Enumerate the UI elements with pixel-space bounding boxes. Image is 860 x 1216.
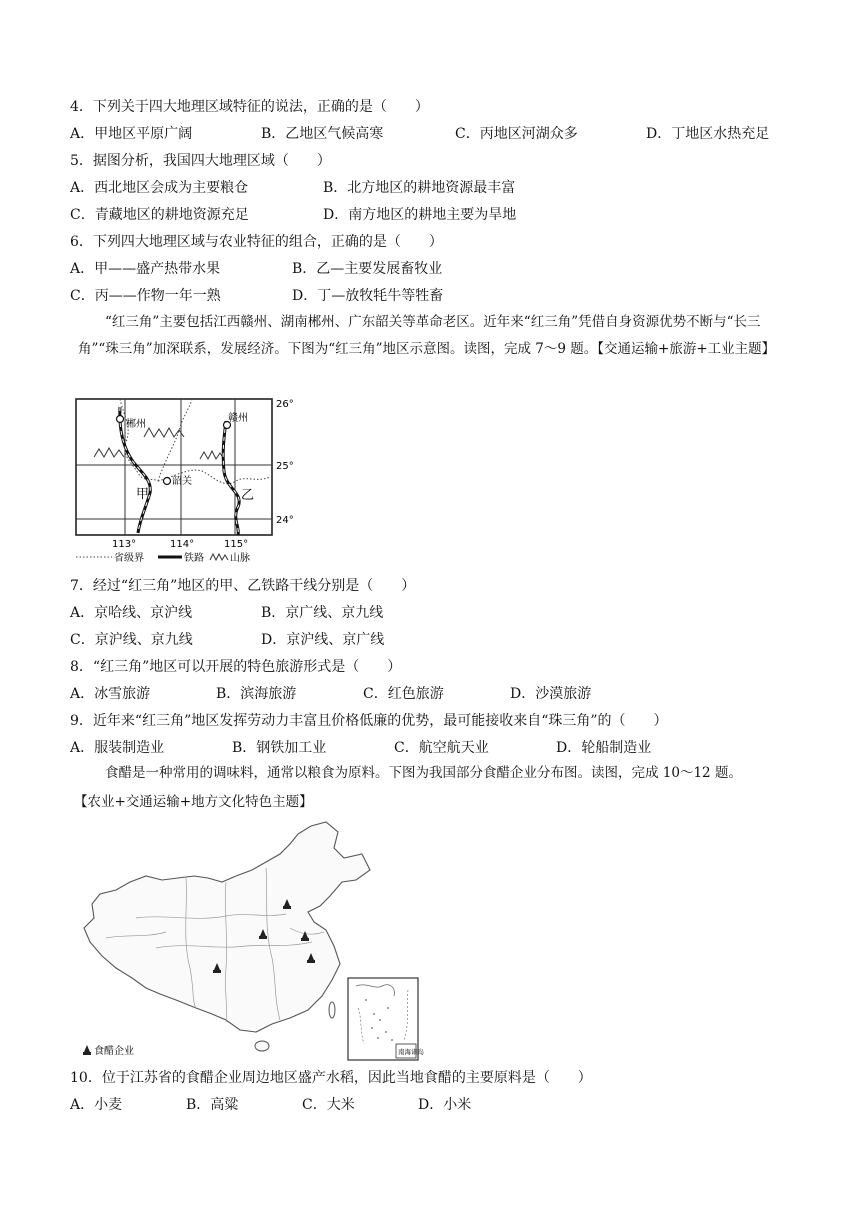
q8-option-b: B．滨海旅游 (216, 686, 297, 702)
q5-stem: 5．据图分析，我国四大地理区域（ ） (70, 153, 331, 169)
city-label-chenzhou: 郴州 (126, 419, 146, 430)
q5-option-c: C．青藏地区的耕地资源充足 (70, 207, 249, 223)
legend-boundary-label: 省级界 (114, 553, 144, 564)
q5-option-d: D．南方地区的耕地主要为旱地 (323, 207, 517, 223)
rail-label-yi: 乙 (241, 488, 255, 503)
city-label-shaoguan: 韶关 (172, 476, 192, 487)
q4-option-c: C．丙地区河湖众多 (455, 126, 578, 142)
lat-label-25: 25° (276, 461, 294, 472)
china-vinegar-map (76, 818, 424, 1062)
red-triangle-map (74, 397, 296, 563)
q5-option-b: B．北方地区的耕地资源最丰富 (323, 180, 516, 196)
q6-option-a: A．甲——盛产热带水果 (70, 261, 221, 277)
q4-option-d: D．丁地区水热充足 (646, 126, 770, 142)
legend-mountain-label: 山脉 (230, 553, 250, 564)
q9-option-a: A．服装制造业 (70, 740, 165, 756)
legend-mountain-icon (210, 554, 228, 560)
q10-option-b: B．高粱 (186, 1097, 239, 1113)
q6-option-c: C．丙——作物一年一熟 (70, 288, 221, 304)
q4-option-b: B．乙地区气候高寒 (261, 126, 384, 142)
q4-option-a: A．甲地区平原广阔 (70, 126, 193, 142)
lon-label-113: 113° (112, 539, 137, 550)
q10-option-d: D．小米 (418, 1097, 472, 1113)
lon-label-114: 114° (170, 539, 195, 550)
shaoguan-marker (164, 478, 171, 485)
legend-rail-label: 铁路 (184, 553, 204, 564)
q7-option-a: A．京哈线、京沪线 (70, 605, 193, 621)
chenzhou-marker (117, 416, 124, 423)
q7-option-b: B．京广线、京九线 (261, 605, 384, 621)
city-label-ganzhou: 赣州 (228, 413, 248, 424)
q8-stem: 8．“红三角”地区可以开展的特色旅游形式是（ ） (70, 659, 402, 675)
q10-option-a: A．小麦 (70, 1097, 123, 1113)
vinegar-intro: 食醋是一种常用的调味料，通常以粮食为原料。下图为我国部分食醋企业分布图。读图，完成 10～12 题。 (105, 765, 742, 781)
q8-option-c: C．红色旅游 (363, 686, 444, 702)
lat-label-26: 26° (276, 399, 294, 410)
q8-option-a: A．冰雪旅游 (70, 686, 151, 702)
red-triangle-intro: “红三角”主要包括江西赣州、湖南郴州、广东韶关等革命老区。近年来“红三角”凭借自身资源优势不断与“长三角”“珠三角”加深联系，发展经济。下图为“红三角”地区示意图。读图，完成 7～9 题。【交通运输+旅游+工业主题】 (78, 314, 776, 357)
q9-option-b: B．钢铁加工业 (232, 740, 327, 756)
q6-stem: 6．下列四大地理区域与农业特征的组合，正确的是（ ） (70, 234, 443, 250)
vinegar-enterprise-icon (83, 1045, 91, 1055)
q9-option-d: D．轮船制造业 (556, 740, 652, 756)
q8-option-d: D．沙漠旅游 (510, 686, 592, 702)
q4-stem: 4．下列关于四大地理区域特征的说法，正确的是（ ） (70, 99, 429, 115)
q6-option-b: B．乙—主要发展畜牧业 (292, 261, 443, 277)
inset-label: 南海诸岛 (398, 1048, 424, 1056)
q6-option-d: D．丁—放牧牦牛等牲畜 (292, 288, 444, 304)
q7-option-c: C．京沪线、京九线 (70, 632, 193, 648)
lat-label-24: 24° (276, 515, 294, 526)
q9-stem: 9．近年来“红三角”地区发挥劳动力丰富且价格低廉的优势，最可能接收来自“珠三角”的（ ） (70, 713, 668, 729)
rail-label-jia: 甲 (136, 487, 150, 502)
q7-stem: 7．经过“红三角”地区的甲、乙铁路干线分别是（ ） (70, 578, 416, 594)
map2-legend-label: 食醋企业 (94, 1046, 134, 1057)
q5-option-a: A．西北地区会成为主要粮仓 (70, 180, 249, 196)
lon-label-115: 115° (224, 539, 249, 550)
q7-option-d: D．京沪线、京广线 (261, 632, 385, 648)
q9-option-c: C．航空航天业 (394, 740, 489, 756)
q10-option-c: C．大米 (302, 1097, 355, 1113)
vinegar-intro-tag: 【农业+交通运输+地方文化特色主题】 (74, 794, 313, 810)
q10-stem: 10．位于江苏省的食醋企业周边地区盛产水稻，因此当地食醋的主要原料是（ ） (70, 1070, 592, 1086)
